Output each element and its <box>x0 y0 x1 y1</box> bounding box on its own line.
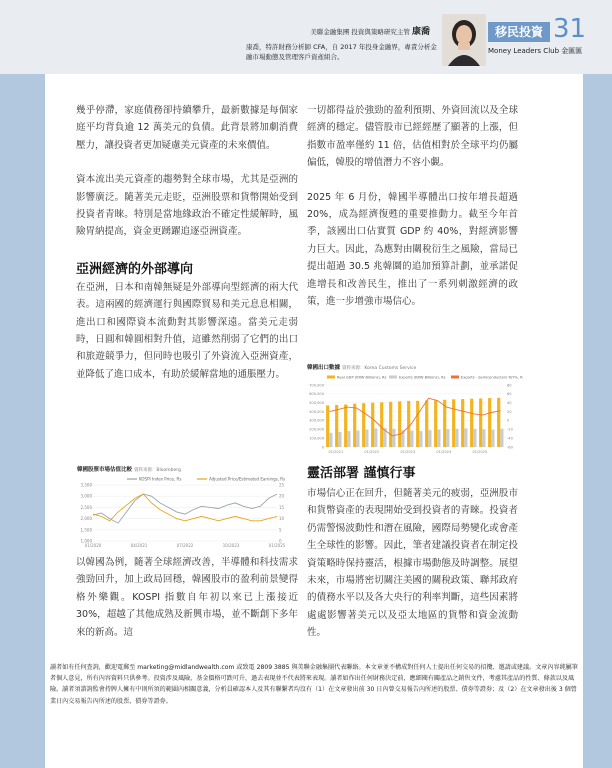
x-tick: 01/2021 <box>328 450 344 454</box>
bar <box>365 430 368 447</box>
y-tick-right: 0 <box>507 418 510 423</box>
bar <box>452 399 455 447</box>
left-heading: 亞洲經濟的外部導向 <box>76 261 194 277</box>
author-name: 康喬 <box>411 27 430 37</box>
bar <box>362 403 365 447</box>
y-tick-right: 20 <box>507 409 512 414</box>
bar <box>380 402 383 447</box>
exports-chart-source: 資料來源：Korea Customs Service <box>341 366 417 371</box>
right-para-1: 一切都得益於強勁的盈利預期、外資回流以及全球經濟的穩定。儘管股市已經經歷了顯著的上漲，但指數市盈率僅約 11 倍，估值相對於全球平均仍屬偏低，韓股的增值潛力不容小覷。 <box>307 105 518 169</box>
left-decor-strip <box>0 74 45 768</box>
y-tick-right: -40 <box>507 436 513 441</box>
bar <box>407 401 410 447</box>
kospi-chart-title <box>77 465 293 473</box>
exports-chart-title <box>307 363 523 371</box>
legend-label: Real GDP (KRW Billions), Rs <box>337 375 387 380</box>
bar <box>374 428 377 447</box>
page-number: 31 <box>553 14 587 44</box>
x-tick: 01/2024 <box>436 450 452 454</box>
right-column-lower <box>307 465 518 642</box>
left-column-lower <box>76 554 298 641</box>
y-tick-left: 500,000 <box>309 401 324 406</box>
bar <box>347 431 350 447</box>
bar <box>437 430 440 447</box>
right-para-3: 市場信心正在回升，但隨著美元的疲弱，亞洲股市和貨幣資產的表現開始受到投資者的青睞。投資者仍需警惕波動性和潛在風險，國際局勢變化或會產生全球性的影響。因此，筆者建議投資者在制定投資策略時保持靈活，根據市場動態及時調整。展望未來，市場將密切關注美國的關稅政策、聯邦政府的債務水平以及各大央行的利率判斷，這些因素將處處影響著美元以及亞太地區的貨幣和資金流動性。 <box>307 488 518 639</box>
right-column <box>307 102 518 310</box>
bar <box>389 402 392 447</box>
y-tick-right: 80 <box>507 383 512 388</box>
bar <box>446 429 449 447</box>
left-para-2: 資本流出美元資產的趨勢對全球市場，尤其是亞洲的影響廣泛。隨著美元走貶，亞洲股票和貨幣開始受到投資者青睞。特別是當地緣政治不確定性緩解時，風險胃納提高，資金更踴躍追逐亞洲資產。 <box>76 174 298 238</box>
bar <box>410 431 413 447</box>
y-tick-left: 200,000 <box>309 427 324 432</box>
bar <box>371 403 374 447</box>
right-heading: 靈活部署 謹慎行事 <box>307 466 416 481</box>
y-tick-right: 5 <box>279 527 282 533</box>
author-photo <box>442 14 486 66</box>
left-para-4: 以韓國為例，隨著全球經濟改善，半導體和科技需求強勁回升，加上政局回穩，韓國股市的盈利前景變得格外樂觀。KOSPI 指數自年初以來已上漲接近 30%，超越了其他成熟及新興市場，並不斷創下多年來的新高。這 <box>76 557 298 638</box>
y-tick-right: 0 <box>279 538 282 544</box>
bar <box>473 429 476 447</box>
y-tick-left: 600,000 <box>309 392 324 397</box>
x-tick: 01/2020 <box>84 543 102 548</box>
y-tick-right: 60 <box>507 392 512 397</box>
disclaimer <box>50 662 580 707</box>
y-tick-left: 2,000 <box>80 516 92 522</box>
author-title <box>250 24 430 37</box>
bar <box>338 432 341 447</box>
y-tick-left: 100,000 <box>309 436 324 441</box>
section-label: 移民投資 <box>488 22 550 42</box>
bar <box>416 401 419 447</box>
exports-chart-plot <box>307 371 523 457</box>
y-tick-left: 1,500 <box>80 527 92 533</box>
left-para-3: 在亞洲，日本和南韓無疑是外部導向型經濟的兩大代表。這兩國的經濟運行與國際貿易和美元息息相關，進出口和國際資本流動對其影響深遠。當美元走弱時，日圓和韓圓相對升值，這雖然削弱了它們的出口和旅遊競爭力，但同時也吸引了外資流入亞洲資產，並降低了進口成本，有助於緩解當地的通脹壓力。 <box>76 281 298 380</box>
bar <box>488 398 491 447</box>
y-tick-left: 700,000 <box>309 383 324 388</box>
right-para-2: 2025 年 6 月份，韓國半導體出口按年增長超過 20%，成為經濟復甦的重要推動力。截至今年首季，該國出口佔實質 GDP 約 40%，對經濟影響力巨大。因此，為應對由關稅衍生之風險，當局已提出超過 30.5 兆韓圜的追加預算計劃，並承諾促進增長和改善民生，推出了一系列刺激經濟的政策，進一步增強市場信心。 <box>307 191 518 308</box>
bar <box>464 428 467 447</box>
bar <box>329 433 332 447</box>
bar <box>470 399 473 447</box>
legend-label: Exports - Semiconductors YoY%, Rs <box>461 375 523 380</box>
bar <box>419 431 422 447</box>
y-tick-right: -60 <box>507 445 513 450</box>
x-tick: 07/2022 <box>176 543 194 548</box>
y-tick-right: 25 <box>279 482 285 488</box>
y-tick-left: 2,500 <box>80 504 92 510</box>
bar <box>356 431 359 447</box>
bar <box>479 398 482 447</box>
legend-swatch <box>327 376 335 379</box>
kospi-chart <box>77 465 293 551</box>
bar <box>428 430 431 447</box>
bar <box>353 404 356 447</box>
y-tick-right: -20 <box>507 427 513 432</box>
x-tick: 01/2025 <box>268 543 286 548</box>
left-column <box>76 102 298 383</box>
x-tick: 01/2023 <box>400 450 416 454</box>
kospi-chart-source: 資料來源：Bloomberg <box>133 468 181 473</box>
left-para-1: 幾乎停滯，家庭債務卻持續攀升，最新數據是每個家庭平均背負逾 12 萬美元的負債。此背景將加劇消費壓力，讓投資者更加疑慮美元資產的未來價值。 <box>76 105 298 151</box>
y-tick-left: 3,000 <box>80 493 92 499</box>
y-tick-left: 0 <box>321 445 324 450</box>
legend-label: KOSPI Index Price, Rs <box>139 476 182 482</box>
legend-swatch <box>389 376 397 379</box>
bar <box>482 429 485 447</box>
kospi-chart-title-text: 韓國股票市場估值比較 <box>77 467 133 473</box>
y-tick-right: 10 <box>279 516 285 522</box>
y-tick-right: 15 <box>279 504 285 510</box>
bar <box>491 430 494 447</box>
bar <box>335 405 338 447</box>
legend-swatch <box>451 376 459 379</box>
bar <box>425 400 428 447</box>
y-tick-right: 40 <box>507 401 512 406</box>
kospi-chart-plot <box>77 473 293 550</box>
bar <box>398 401 401 447</box>
author-bio: 康喬，特許財務分析師 CFA，自 2017 年投身金融界，專責分析金融市場動態及管理客戶資產組合。 <box>246 43 437 61</box>
y-tick-right: 20 <box>279 493 285 499</box>
legend-label: Exports (KRW Billions), Rs <box>399 375 446 380</box>
legend-label: Adjusted Price/Estimated Earnings, Rs <box>209 476 286 482</box>
x-tick: 10/2023 <box>222 543 240 548</box>
bar <box>461 399 464 447</box>
bar <box>500 429 503 447</box>
y-tick-left: 1,000 <box>80 538 92 544</box>
x-tick: 04/2021 <box>130 543 148 548</box>
y-tick-left: 3,500 <box>80 482 92 488</box>
bar <box>344 405 347 448</box>
x-tick: 01/2025 <box>472 450 488 454</box>
bar <box>497 398 500 447</box>
bar <box>392 429 395 447</box>
club-name: Money Leaders Club 金匯匯 <box>488 47 583 55</box>
author-title-text: 美聯金融集團 投資與策略研究主管 <box>310 28 410 36</box>
bar <box>434 400 437 447</box>
x-tick: 01/2022 <box>364 450 380 454</box>
y-tick-left: 300,000 <box>309 418 324 423</box>
bar <box>455 429 458 447</box>
disclaimer-text: 讀者如有任何查詢，歡迎電郵至 marketing@midlandwealth.com 或致電 2809 3885 與美聯金融集團代表聯絡。本文章並不構成對任何人士提出任何交易的招攬、邀請或建議。文章內容純屬筆者個人意見，所有內容資料只供參考。投資涉及風險，基金價格可跌可升，過去表現並不代表將來表現。讀者如作出任何財務決定前，應細閱有關產品之銷售文件，考慮其產品的性質、條款以及風險。讀者須諮詢監會持牌人擁有中則所須的範圍內相關意義，分析員確認本人及其有聯繫者均沒有（1）在文章發出前 30 日內曾交易報告內所述的股票、債券等證券；及（2）在文章發出後 3 個營業日內交易報告內所述的股票、債券等證券。 <box>50 664 578 705</box>
y-tick-left: 400,000 <box>309 409 324 414</box>
exports-chart <box>307 363 523 458</box>
exports-chart-title-text: 韓國出口數據 <box>307 365 341 371</box>
right-decor-strip <box>583 74 612 768</box>
bar <box>326 405 329 447</box>
